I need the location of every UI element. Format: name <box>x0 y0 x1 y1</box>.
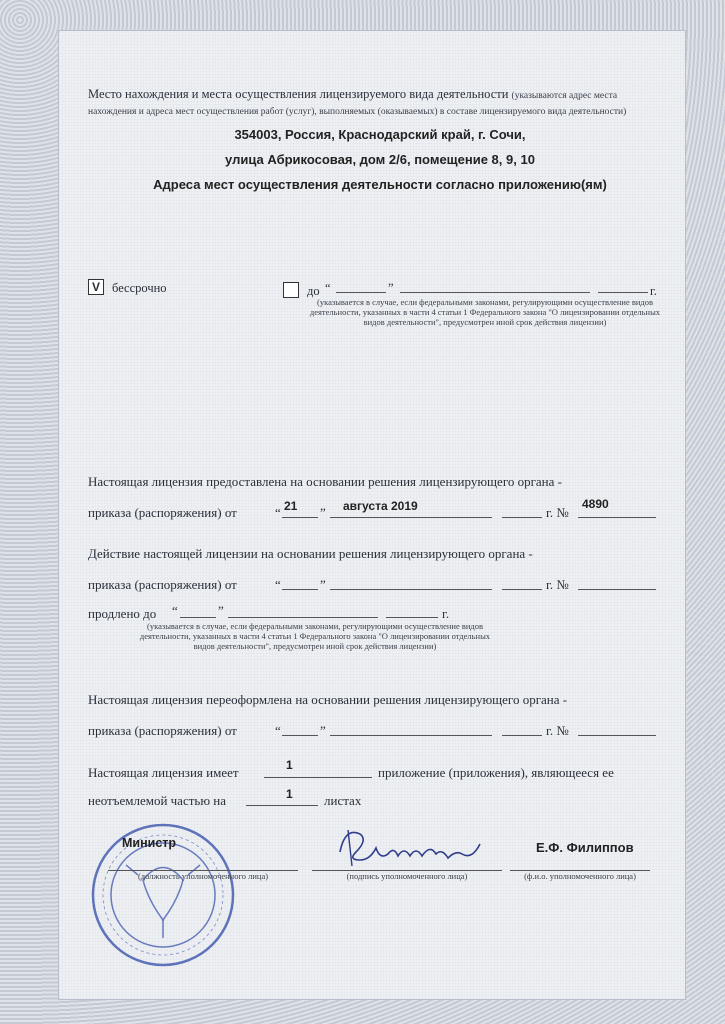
until-year-suffix: г. <box>650 284 657 298</box>
location-note: (указываются адрес места нахождения и адреса мест осуществления работ (услуг), выполняемых (оказываемых) в составе лицензируемого вида деятельности) <box>88 91 627 117</box>
granted-year-line <box>502 517 542 518</box>
appendix-pages: 1 <box>286 787 293 801</box>
until-quote-close: ” <box>388 281 394 295</box>
name-note: (ф.и.о. уполномоченного лица) <box>524 871 636 881</box>
extended-text: Действие настоящей лицензии на основании решения лицензирующего органа - <box>88 546 533 561</box>
extended-until-year-suffix: г. <box>442 606 450 621</box>
location-label: Место нахождения и места осуществления лицензируемого вида деятельности <box>88 87 509 101</box>
granted-month-year: августа 2019 <box>343 499 418 513</box>
reissued-order-label: приказа (распоряжения) от <box>88 723 237 738</box>
position-note: (должность уполномоченного лица) <box>137 871 269 881</box>
extended-year-line <box>502 589 542 590</box>
appendix-text-after: приложение (приложения), являющееся ее <box>378 765 614 780</box>
signature-note: (подпись уполномоченного лица) <box>346 871 468 881</box>
until-day-line <box>336 292 386 293</box>
unlimited-label: бессрочно <box>112 281 167 295</box>
until-quote-open: “ <box>325 281 331 295</box>
reissued-text: Настоящая лицензия переоформлена на основании решения лицензирующего органа - <box>88 692 568 707</box>
reissued-month-line <box>330 735 492 736</box>
extended-month-line <box>330 589 492 590</box>
extended-number-line <box>578 589 656 590</box>
appendix-pages-line <box>246 805 318 806</box>
granted-number: 4890 <box>582 497 609 511</box>
granted-text: Настоящая лицензия предоставлена на основании решения лицензирующего органа - <box>88 474 562 489</box>
extended-note: (указывается в случае, если федеральными законами, регулирующими осуществление видов деятельности, указанных в части 4 статьи 1 Федерального закона "О лицензировании отдельных видов деятельности", предусмотрен иной срок действия лицензии) <box>139 621 491 651</box>
appendix-text-before: Настоящая лицензия имеет <box>88 765 239 780</box>
appendix-pages-after: листах <box>324 793 362 808</box>
extended-number-label: г. № <box>546 577 569 592</box>
reissued-number-label: г. № <box>546 723 569 738</box>
extended-day-line <box>282 589 318 590</box>
extended-until-day-line <box>180 617 216 618</box>
granted-order-label: приказа (распоряжения) от <box>88 505 237 520</box>
location-block <box>88 86 660 118</box>
extended-until-label: продлено до <box>88 606 157 621</box>
reissued-day-line <box>282 735 318 736</box>
granted-number-label: г. № <box>546 505 569 520</box>
appendix-count: 1 <box>286 758 293 772</box>
appendix-pages-before: неотъемлемой частью на <box>88 793 227 808</box>
granted-month-line <box>330 517 492 518</box>
address-line-2: улица Абрикосовая, дом 2/6, помещение 8, 9, 10 <box>225 152 535 167</box>
signer-position: Министр <box>122 836 177 850</box>
extended-order-label: приказа (распоряжения) от <box>88 577 237 592</box>
reissued-year-line <box>502 735 542 736</box>
until-month-line <box>400 292 590 293</box>
granted-number-line <box>578 517 656 518</box>
signer-name: Е.Ф. Филиппов <box>536 840 634 855</box>
until-checkbox[interactable] <box>283 282 299 298</box>
unlimited-checkbox[interactable]: V <box>88 279 104 295</box>
appendix-count-line <box>264 777 372 778</box>
signature-scribble <box>330 822 500 872</box>
extended-until-month-line <box>228 617 378 618</box>
until-year-line <box>598 292 648 293</box>
granted-day-line <box>282 517 318 518</box>
address-line-1: 354003, Россия, Краснодарский край, г. Сочи, <box>234 127 526 142</box>
extended-until-year-line <box>386 617 438 618</box>
granted-day: 21 <box>284 499 298 513</box>
until-prefix: до <box>307 284 320 298</box>
reissued-number-line <box>578 735 656 736</box>
address-line-3: Адреса мест осуществления деятельности согласно приложению(ям) <box>153 177 607 192</box>
term-note: (указывается в случае, если федеральными законами, регулирующими осуществление видов деятельности, указанных в части 4 статьи 1 Федерального закона "О лицензировании отдельных видов деятельности", предусмотрен иной срок действия лицензии) <box>309 297 661 327</box>
